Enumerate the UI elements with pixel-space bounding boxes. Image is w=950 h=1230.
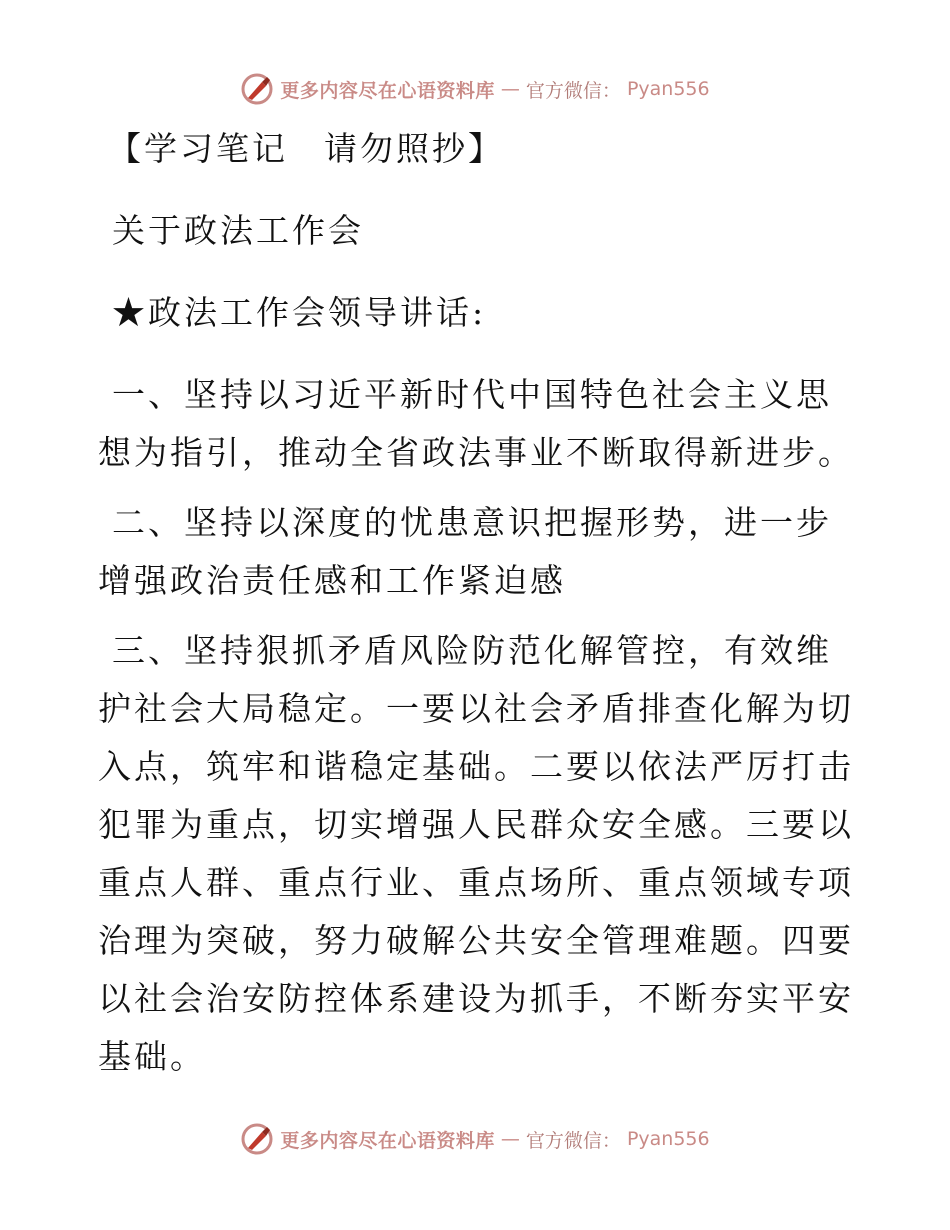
header-banner	[0, 72, 950, 106]
banner-separator: —	[500, 78, 520, 100]
pen-nib-circle-icon	[240, 1122, 274, 1156]
speech-title: ★政法工作会领导讲话:	[112, 293, 487, 332]
banner-wechat-id: Pyan556	[626, 1128, 710, 1150]
document-body	[98, 120, 858, 1098]
paragraph-1: 一、坚持以习近平新时代中国特色社会主义思想为指引，推动全省政法事业不断取得新进步。	[98, 375, 854, 472]
banner-wechat-label: 官方微信：	[525, 1129, 621, 1152]
study-note-label: 【学习笔记 请勿照抄】	[108, 129, 504, 168]
pen-nib-circle-icon	[240, 72, 274, 106]
banner-wechat-label: 官方微信：	[525, 79, 621, 102]
banner-brand-text: 更多内容尽在心语资料库	[280, 79, 495, 102]
document-heading: 关于政法工作会	[112, 211, 364, 250]
paragraph-2: 二、坚持以深度的忧患意识把握形势，进一步增强政治责任感和工作紧迫感	[98, 503, 832, 600]
footer-banner	[0, 1122, 950, 1156]
banner-wechat-id: Pyan556	[626, 78, 710, 100]
paragraph-3: 三、坚持狠抓矛盾风险防范化解管控，有效维护社会大局稳定。一要以社会矛盾排查化解为切入点，筑牢和谐稳定基础。二要以依法严厉打击犯罪为重点，切实增强人民群众安全感。三要以重点人群、重点行业、重点场所、重点领域专项治理为突破，努力破解公共安全管理难题。四要以社会治安防控体系建设为抓手，不断夯实平安基础。	[98, 631, 854, 1076]
banner-brand-text: 更多内容尽在心语资料库	[280, 1129, 495, 1152]
banner-separator: —	[500, 1128, 520, 1150]
